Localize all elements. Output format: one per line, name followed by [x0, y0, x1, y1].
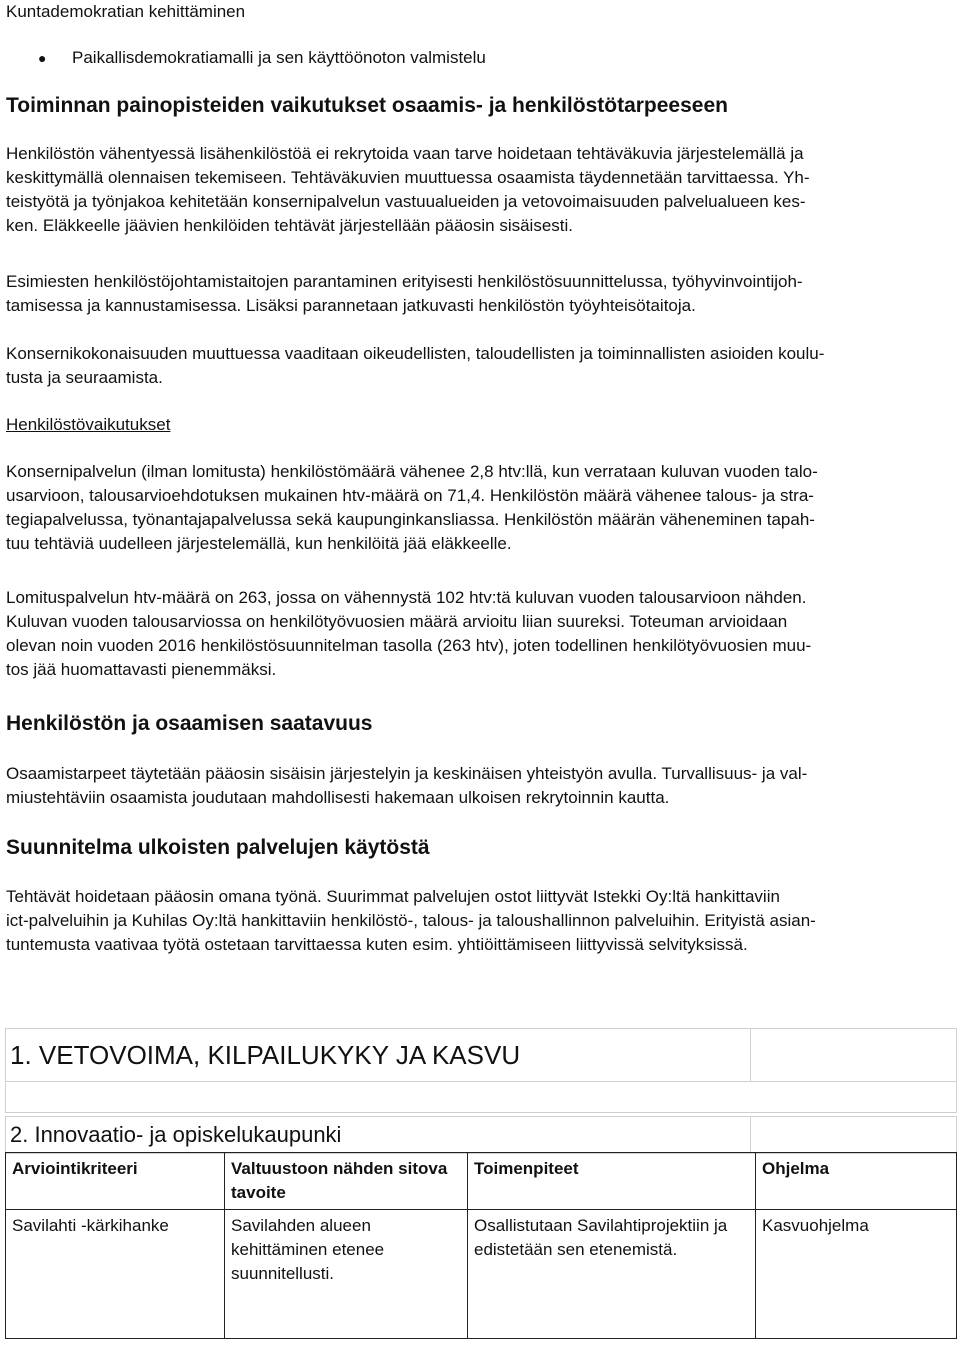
table-cell: Savilahti -kärkihanke [6, 1210, 225, 1339]
bullet-item [38, 46, 486, 70]
paragraph-line: usarvioon, talousarvioehdotuksen mukainen htv-määrä on 71,4. Henkilöstön määrä vähenee talous- ja stra- [6, 486, 814, 505]
paragraph-line: tamisessa ja kannustamisessa. Lisäksi parannetaan jatkuvasti henkilöstön työyhteisötaitoja. [6, 296, 696, 315]
table-cell: Kasvuohjelma [756, 1210, 957, 1339]
table-title-cell [6, 1029, 751, 1082]
paragraph-5 [6, 586, 956, 682]
paragraph-1 [6, 142, 956, 238]
heading-toiminnan: Toiminnan painopisteiden vaikutukset osaamis- ja henkilöstötarpeeseen [6, 94, 728, 117]
paragraph-4 [6, 460, 956, 556]
paragraph-line: tuu tehtäviä uudelleen järjestelemällä, kun henkilöitä jää eläkkeelle. [6, 534, 512, 553]
paragraph-6 [6, 762, 956, 810]
paragraph-line: keskittymällä olennaisen tekemiseen. Tehtäväkuvien muuttuessa osaamista täydennetään tarvittaessa. Yh- [6, 168, 810, 187]
table-empty-cell [751, 1082, 957, 1113]
paragraph-line: tos jää huomattavasti pienemmäksi. [6, 660, 277, 679]
criteria-table [5, 1152, 957, 1339]
paragraph-line: Konsernikokonaisuuden muuttuessa vaaditaan oikeudellisten, taloudellisten ja toiminnallisten asioiden koulu- [6, 344, 825, 363]
paragraph-line: ken. Eläkkeelle jäävien henkilöiden tehtävät järjestellään pääosin sisäisesti. [6, 216, 574, 235]
bullet-icon: ● [38, 50, 47, 66]
paragraph-3 [6, 342, 956, 390]
bullet-text: Paikallisdemokratiamalli ja sen käyttöönoton valmistelu [72, 48, 486, 67]
table-row [6, 1210, 957, 1339]
paragraph-2 [6, 270, 956, 318]
paragraph-line: teistyötä ja työnjakoa kehitetään konsernipalvelun vastuualueiden ja vetovoimaisuuden palvelualueen kes- [6, 192, 806, 211]
paragraph-line: Tehtävät hoidetaan pääosin omana työnä. Suurimmat palvelujen ostot liittyvät Istekki Oy:ltä hankittaviin [6, 887, 780, 906]
paragraph-line: Henkilöstön vähentyessä lisähenkilöstöä ei rekrytoida vaan tarve hoidetaan tehtäväkuvia järjestelemällä ja [6, 144, 804, 163]
heading-suunnitelma: Suunnitelma ulkoisten palvelujen käytöstä [6, 836, 430, 859]
section-label: Kuntademokratian kehittäminen [6, 2, 246, 21]
table-header-cell: Toimenpiteet [468, 1153, 756, 1210]
table-cell: Savilahden alueen kehittäminen etenee suunnitellusti. [225, 1210, 468, 1339]
paragraph-line: tegiapalvelussa, työnantajapalvelussa sekä kaupunginkansliassa. Henkilöstön määrän väheneminen tapah- [6, 510, 815, 529]
paragraph-line: Lomituspalvelun htv-määrä on 263, jossa on vähennystä 102 htv:tä kuluvan vuoden talousarvioon nähden. [6, 588, 807, 607]
heading-saatavuus: Henkilöstön ja osaamisen saatavuus [6, 712, 373, 735]
paragraph-line: Osaamistarpeet täytetään pääosin sisäisin järjestelyin ja keskinäisen yhteistyön avulla. Turvallisuus- ja val- [6, 764, 808, 783]
paragraph-line: tuntemusta vaativaa työtä ostetaan tarvittaessa kuten esim. yhtiöittämiseen liittyvissä selvityksissä. [6, 935, 748, 954]
table-header-cell: Arviointikriteeri [6, 1153, 225, 1210]
paragraph-7 [6, 885, 956, 957]
section-table-2 [5, 1116, 957, 1154]
heading-henkilostovaikutukset: Henkilöstövaikutukset [6, 415, 171, 434]
table-header-row [6, 1153, 957, 1210]
table-title-cell [6, 1117, 751, 1154]
paragraph-line: olevan noin vuoden 2016 henkilöstösuunnitelman tasolla (263 htv), joten todellinen henkilötyövuosien muu- [6, 636, 812, 655]
table-title-2: 2. Innovaatio- ja opiskelukaupunki [10, 1122, 342, 1147]
paragraph-line: Esimiesten henkilöstöjohtamistaitojen parantaminen erityisesti henkilöstösuunnittelussa, työhyvinvointijoh- [6, 272, 803, 291]
table-empty-cell [751, 1029, 957, 1082]
table-cell: Osallistutaan Savilahtiprojektiin ja edistetään sen etenemistä. [468, 1210, 756, 1339]
table-header-cell: Valtuustoon nähden sitova tavoite [225, 1153, 468, 1210]
table-empty-cell [751, 1117, 957, 1154]
paragraph-line: Kuluvan vuoden talousarviossa on henkilötyövuosien määrä arvioitu liian suureksi. Toteuman arvioidaan [6, 612, 788, 631]
section-table-1 [5, 1028, 957, 1113]
paragraph-line: ict-palveluihin ja Kuhilas Oy:ltä hankittaviin henkilöstö-, talous- ja taloushallinnon palveluihin. Erityistä asian- [6, 911, 816, 930]
paragraph-line: Konsernipalvelun (ilman lomitusta) henkilöstömäärä vähenee 2,8 htv:llä, kun verrataan kuluvan vuoden talo- [6, 462, 818, 481]
table-title-1: 1. VETOVOIMA, KILPAILUKYKY JA KASVU [10, 1040, 521, 1070]
paragraph-line: tusta ja seuraamista. [6, 368, 163, 387]
table-header-cell: Ohjelma [756, 1153, 957, 1210]
table-empty-cell [6, 1082, 751, 1113]
paragraph-line: miustehtäviin osaamista joudutaan mahdollisesti hakemaan ulkoisen rekrytoinnin kautta. [6, 788, 670, 807]
